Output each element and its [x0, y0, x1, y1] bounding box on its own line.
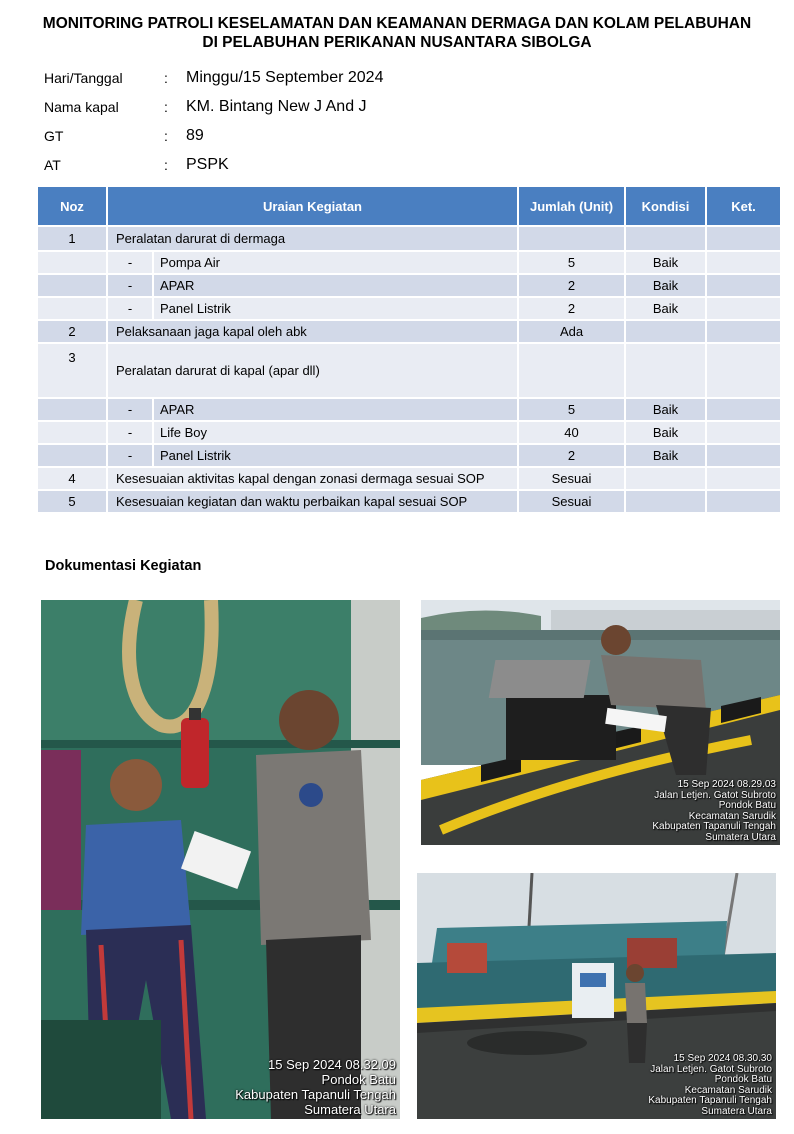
cell-cond	[625, 467, 706, 490]
cell-no	[37, 274, 107, 297]
info-separator: :	[164, 99, 168, 115]
cell-cond	[625, 226, 706, 251]
cell-note	[706, 274, 781, 297]
cell-note	[706, 421, 781, 444]
cell-item: Peralatan darurat di dermaga	[107, 226, 518, 251]
cell-note	[706, 297, 781, 320]
cell-qty: Sesuai	[518, 467, 625, 490]
cell-no: 2	[37, 320, 107, 343]
cell-item: Pompa Air	[153, 251, 518, 274]
table-row	[37, 490, 781, 513]
stamp-line: Kabupaten Tapanuli Tengah	[652, 821, 776, 832]
stamp-line: Pondok Batu	[718, 800, 776, 811]
cell-bullet: -	[107, 421, 153, 444]
cell-bullet: -	[107, 251, 153, 274]
cell-no	[37, 398, 107, 421]
cell-no	[37, 444, 107, 467]
cell-qty: Sesuai	[518, 490, 625, 513]
stamp-line: Kabupaten Tapanuli Tengah	[648, 1095, 772, 1106]
stamp-line: Jalan Letjen. Gatot Subroto	[650, 1063, 772, 1075]
table-row	[37, 421, 781, 444]
cell-bullet: -	[107, 444, 153, 467]
header-description: Uraian Kegiatan	[107, 186, 518, 226]
photo-dock-panel-inspection	[421, 600, 780, 845]
stamp-line: Kecamatan Sarudik	[688, 810, 776, 822]
cell-cond: Baik	[625, 421, 706, 444]
cell-note	[706, 320, 781, 343]
cell-no	[37, 297, 107, 320]
cell-item: APAR	[153, 398, 518, 421]
cell-no: 3	[37, 343, 107, 398]
stamp-line: Sumatera Utara	[701, 1105, 772, 1117]
table-row	[37, 444, 781, 467]
stamp-line: 15 Sep 2024 08.29.03	[677, 779, 776, 790]
patrol-table	[36, 185, 782, 514]
cell-note	[706, 467, 781, 490]
cell-item: Pelaksanaan jaga kapal oleh abk	[107, 320, 518, 343]
cell-note	[706, 251, 781, 274]
stamp-line: Pondok Batu	[714, 1074, 772, 1085]
cell-qty: 2	[518, 274, 625, 297]
cell-note	[706, 490, 781, 513]
photo-dock-boats	[417, 873, 776, 1119]
table-row	[37, 343, 781, 398]
table-row	[37, 251, 781, 274]
cell-qty: Ada	[518, 320, 625, 343]
info-label: Hari/Tanggal	[44, 70, 123, 86]
cell-note	[706, 226, 781, 251]
cell-cond	[625, 320, 706, 343]
info-label: GT	[44, 128, 64, 144]
stamp-line: Jalan Letjen. Gatot Subroto	[654, 789, 776, 801]
info-label: AT	[44, 157, 61, 173]
info-value: Minggu/15 September 2024	[186, 69, 384, 86]
photo-cabin-inspection	[41, 600, 400, 1119]
cell-cond	[625, 343, 706, 398]
info-value: 89	[186, 127, 204, 144]
cell-no: 1	[37, 226, 107, 251]
cell-note	[706, 398, 781, 421]
cell-qty: 5	[518, 251, 625, 274]
table-row	[37, 297, 781, 320]
stamp-line: 15 Sep 2024 08.30.30	[673, 1053, 772, 1064]
stamp-line: Kecamatan Sarudik	[684, 1084, 772, 1096]
cell-bullet: -	[107, 398, 153, 421]
stamp-line: Pondok Batu	[321, 1072, 396, 1087]
cell-no	[37, 251, 107, 274]
table-row	[37, 467, 781, 490]
header-note: Ket.	[706, 186, 781, 226]
header-no: Noz	[37, 186, 107, 226]
table-row	[37, 320, 781, 343]
document-title	[0, 14, 794, 52]
cell-item: Panel Listrik	[153, 444, 518, 467]
cell-item: Kesesuaian kegiatan dan waktu perbaikan kapal sesuai SOP	[107, 490, 518, 513]
header-quantity: Jumlah (Unit)	[518, 186, 625, 226]
table-header-row	[37, 186, 781, 226]
cell-qty: 5	[518, 398, 625, 421]
info-value: KM. Bintang New J And J	[186, 98, 367, 115]
title-line-1: MONITORING PATROLI KESELAMATAN DAN KEAMANAN DERMAGA DAN KOLAM PELABUHAN	[42, 15, 752, 32]
stamp-line: Kabupaten Tapanuli Tengah	[235, 1087, 396, 1102]
cell-no	[37, 421, 107, 444]
cell-item: Life Boy	[153, 421, 518, 444]
photo-timestamp-stamp	[652, 780, 776, 843]
stamp-line: Sumatera Utara	[304, 1102, 396, 1117]
header-condition: Kondisi	[625, 186, 706, 226]
cell-note	[706, 444, 781, 467]
cell-qty: 40	[518, 421, 625, 444]
cell-qty	[518, 226, 625, 251]
info-separator: :	[164, 70, 168, 86]
photo-timestamp-stamp	[235, 1057, 396, 1117]
cell-item: Panel Listrik	[153, 297, 518, 320]
table-row	[37, 274, 781, 297]
cell-no: 4	[37, 467, 107, 490]
cell-cond: Baik	[625, 274, 706, 297]
stamp-line: 15 Sep 2024 08.32.09	[268, 1057, 396, 1072]
info-separator: :	[164, 128, 168, 144]
cell-bullet: -	[107, 274, 153, 297]
cell-item: Peralatan darurat di kapal (apar dll)	[107, 343, 518, 398]
photo-timestamp-stamp	[648, 1054, 772, 1117]
title-line-2: DI PELABUHAN PERIKANAN NUSANTARA SIBOLGA	[202, 34, 592, 51]
table-row	[37, 226, 781, 251]
cell-qty: 2	[518, 297, 625, 320]
info-value: PSPK	[186, 156, 229, 173]
cell-qty	[518, 343, 625, 398]
cell-qty: 2	[518, 444, 625, 467]
stamp-line: Sumatera Utara	[705, 831, 776, 843]
cell-cond: Baik	[625, 251, 706, 274]
cell-cond: Baik	[625, 398, 706, 421]
cell-no: 5	[37, 490, 107, 513]
cell-cond: Baik	[625, 297, 706, 320]
cell-item: Kesesuaian aktivitas kapal dengan zonasi dermaga sesuai SOP	[107, 467, 518, 490]
cell-bullet: -	[107, 297, 153, 320]
info-label: Nama kapal	[44, 99, 119, 115]
cell-cond	[625, 490, 706, 513]
cell-item: APAR	[153, 274, 518, 297]
table-row	[37, 398, 781, 421]
cell-cond: Baik	[625, 444, 706, 467]
cell-note	[706, 343, 781, 398]
info-separator: :	[164, 157, 168, 173]
documentation-heading: Dokumentasi Kegiatan	[45, 558, 202, 574]
